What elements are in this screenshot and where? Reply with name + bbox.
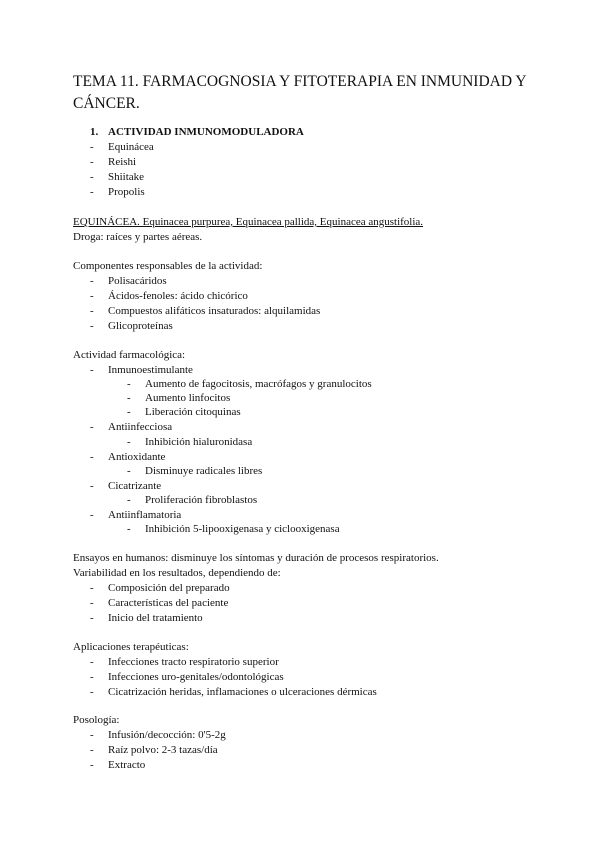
list-item: Antiinfecciosa <box>108 421 173 433</box>
list-item: Compuestos alifáticos insaturados: alquilamidas <box>108 305 321 317</box>
bullet-dash: - <box>127 378 131 390</box>
bullet-dash: - <box>90 597 94 609</box>
bullet-dash: - <box>90 671 94 683</box>
section-heading: ACTIVIDAD INMUNOMODULADORA <box>108 126 304 138</box>
bullet-dash: - <box>90 290 94 302</box>
list-item: Reishi <box>108 156 137 168</box>
list-item: Polisacáridos <box>108 275 167 287</box>
list-item: Shiitake <box>108 171 145 183</box>
list-item: Ácidos-fenoles: ácido chicórico <box>108 290 248 302</box>
aplicaciones-label: Aplicaciones terapéuticas: <box>73 641 189 653</box>
list-item: Propolis <box>108 186 145 198</box>
bullet-dash: - <box>90 759 94 771</box>
list-item: Cicatrización heridas, inflamaciones o ulceraciones dérmicas <box>108 686 377 698</box>
list-item: Antiinflamatoria <box>108 509 182 521</box>
list-item: Características del paciente <box>108 597 229 609</box>
section-number: 1. <box>90 126 99 138</box>
componentes-label: Componentes responsables de la actividad: <box>73 260 263 272</box>
list-item: Inicio del tratamiento <box>108 612 203 624</box>
list-item: Composición del preparado <box>108 582 230 594</box>
bullet-dash: - <box>90 686 94 698</box>
bullet-dash: - <box>90 656 94 668</box>
bullet-dash: - <box>90 509 94 521</box>
list-item: Proliferación fibroblastos <box>145 494 258 506</box>
list-item: Aumento de fagocitosis, macrófagos y granulocitos <box>145 378 372 390</box>
list-item: Infecciones uro-genitales/odontológicas <box>108 671 284 683</box>
list-item: Raíz polvo: 2-3 tazas/día <box>108 744 218 756</box>
bullet-dash: - <box>90 275 94 287</box>
bullet-dash: - <box>127 465 131 477</box>
bullet-dash: - <box>90 320 94 332</box>
bullet-dash: - <box>127 494 131 506</box>
equinacea-heading: EQUINÁCEA. Equinacea purpurea, Equinacea pallida, Equinacea angustifolia. <box>73 216 424 228</box>
list-item: Extracto <box>108 759 146 771</box>
variabilidad-text: Variabilidad en los resultados, dependiendo de: <box>73 567 281 579</box>
bullet-dash: - <box>127 523 131 535</box>
list-item: Glicoproteínas <box>108 320 173 332</box>
list-item: Aumento linfocitos <box>145 392 231 404</box>
bullet-dash: - <box>90 582 94 594</box>
list-item: Infecciones tracto respiratorio superior <box>108 656 279 668</box>
list-item: Equinácea <box>108 141 154 153</box>
bullet-dash: - <box>90 612 94 624</box>
list-item: Cicatrizante <box>108 480 162 492</box>
bullet-dash: - <box>90 305 94 317</box>
bullet-dash: - <box>90 451 94 463</box>
bullet-dash: - <box>90 186 94 198</box>
bullet-dash: - <box>90 364 94 376</box>
bullet-dash: - <box>90 744 94 756</box>
bullet-dash: - <box>127 436 131 448</box>
list-item: Antioxidante <box>108 451 166 463</box>
list-item: Inmunoestimulante <box>108 364 193 376</box>
bullet-dash: - <box>90 171 94 183</box>
bullet-dash: - <box>90 141 94 153</box>
actividad-label: Actividad farmacológica: <box>73 349 186 361</box>
ensayos-text: Ensayos en humanos: disminuye los síntomas y duración de procesos respiratorios. <box>73 552 439 564</box>
list-item: Disminuye radicales libres <box>145 465 263 477</box>
bullet-dash: - <box>127 406 131 418</box>
posologia-label: Posología: <box>73 714 120 726</box>
bullet-dash: - <box>127 392 131 404</box>
list-item: Liberación citoquinas <box>145 406 241 418</box>
bullet-dash: - <box>90 156 94 168</box>
list-item: Inhibición 5-lipooxigenasa y ciclooxigenasa <box>145 523 340 535</box>
bullet-dash: - <box>90 729 94 741</box>
document-title: TEMA 11. FARMACOGNOSIA Y FITOTERAPIA EN INMUNIDAD Y CÁNCER. <box>73 73 526 112</box>
list-item: Inhibición hialuronidasa <box>145 436 253 448</box>
bullet-dash: - <box>90 480 94 492</box>
droga-text: Droga: raíces y partes aéreas. <box>73 231 203 243</box>
list-item: Infusión/decocción: 0'5-2g <box>108 729 226 741</box>
bullet-dash: - <box>90 421 94 433</box>
